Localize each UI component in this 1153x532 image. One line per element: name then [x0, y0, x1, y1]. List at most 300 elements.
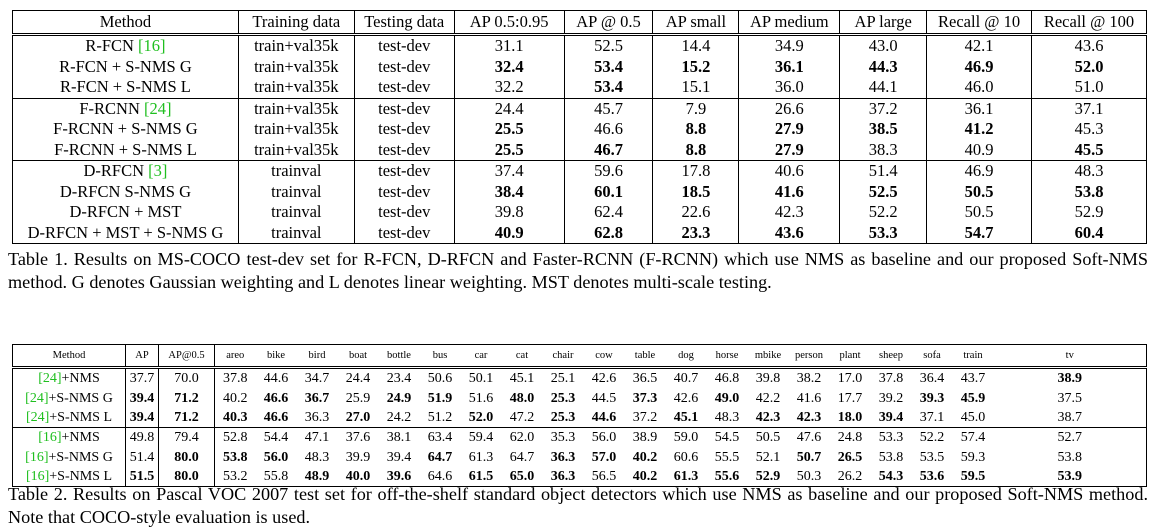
metric-value: 52.1 [755, 449, 781, 465]
metric-value: 40.2 [632, 469, 658, 485]
column-header: train [953, 345, 994, 368]
column-header: Method [13, 11, 239, 35]
metric-value: 52.8 [223, 430, 248, 446]
metric-cell [840, 98, 927, 119]
metric-cell [871, 448, 912, 467]
metric-value: 53.8 [1057, 449, 1082, 465]
method-name: R-FCN + S-NMS L [60, 77, 191, 97]
metric-cell [543, 368, 584, 389]
metric-value: 40.9 [494, 222, 524, 242]
metric-value: 25.9 [345, 390, 371, 406]
metric-value: 36.3 [550, 469, 576, 485]
metric-value: 60.1 [594, 181, 623, 201]
column-header: AP@0.5 [159, 345, 215, 368]
metric-cell [840, 57, 927, 78]
metric-value: 61.3 [673, 469, 699, 485]
metric-cell [502, 408, 543, 428]
metric-cell [748, 368, 789, 389]
column-header: table [625, 345, 666, 368]
metric-cell [653, 57, 739, 78]
metric-value: 42.3 [774, 202, 804, 222]
metric-cell [297, 428, 338, 448]
metric-cell [215, 428, 256, 448]
metric-cell [502, 388, 543, 407]
metric-value: 22.6 [681, 202, 711, 222]
metric-value: 53.4 [594, 56, 623, 76]
metric-value: 40.0 [345, 469, 371, 485]
metric-value: 39.4 [129, 409, 155, 425]
metric-value: 52.0 [1074, 56, 1104, 76]
method-cell [13, 202, 239, 223]
metric-cell [625, 448, 666, 467]
metric-value: 47.6 [796, 430, 822, 446]
metric-cell [1032, 140, 1147, 161]
column-header: Training data [238, 11, 354, 35]
metric-value: 70.0 [174, 371, 199, 387]
metric-value: 18.5 [681, 181, 711, 201]
metric-cell [1032, 57, 1147, 78]
method-cell [13, 388, 126, 407]
metric-value: 46.6 [594, 119, 623, 139]
metric-value: 48.3 [714, 409, 740, 425]
metric-value: 60.4 [1074, 222, 1104, 242]
testing-data-cell: test-dev [354, 202, 454, 223]
metric-cell [454, 182, 564, 203]
metric-value: 62.4 [594, 202, 623, 222]
citation-link[interactable]: [24] [25, 390, 49, 406]
testing-data-cell: test-dev [354, 119, 454, 140]
column-header: chair [543, 345, 584, 368]
column-header: AP 0.5:0.95 [454, 11, 564, 35]
metric-value: 39.8 [755, 371, 781, 387]
column-header: plant [830, 345, 871, 368]
metric-cell [739, 202, 840, 223]
metric-cell [159, 448, 215, 467]
method-name: +S-NMS L [49, 409, 113, 425]
metric-value: 50.6 [427, 371, 453, 387]
metric-value: 15.1 [681, 77, 711, 97]
metric-value: 37.6 [345, 430, 371, 446]
metric-cell [256, 428, 297, 448]
metric-value: 36.1 [774, 56, 804, 76]
citation-link[interactable]: [24] [144, 98, 172, 118]
metric-cell [420, 408, 461, 428]
metric-cell [666, 408, 707, 428]
method-cell [13, 182, 239, 203]
metric-cell [454, 35, 564, 57]
metric-cell [584, 368, 625, 389]
metric-value: 80.0 [174, 449, 199, 465]
metric-cell [564, 223, 653, 244]
citation-link[interactable]: [24] [38, 371, 62, 387]
training-data-cell: train+val35k [238, 98, 354, 119]
column-header: person [789, 345, 830, 368]
metric-value: 50.5 [964, 181, 994, 201]
metric-value: 38.2 [796, 371, 822, 387]
metric-cell [927, 119, 1032, 140]
metric-value: 37.8 [878, 371, 904, 387]
metric-value: 39.6 [386, 469, 412, 485]
metric-value: 49.0 [714, 390, 740, 406]
metric-cell [739, 119, 840, 140]
method-name: D-RFCN S-NMS G [59, 181, 191, 201]
metric-cell [1032, 77, 1147, 98]
metric-cell [1032, 182, 1147, 203]
metric-value: 48.3 [304, 449, 330, 465]
column-header: bird [297, 345, 338, 368]
metric-value: 39.4 [129, 390, 155, 406]
metric-value: 34.7 [304, 371, 330, 387]
metric-value: 64.6 [427, 469, 453, 485]
metric-cell [564, 57, 653, 78]
method-cell [13, 223, 239, 244]
metric-cell [653, 161, 739, 182]
metric-cell [653, 77, 739, 98]
metric-value: 26.5 [837, 449, 863, 465]
metric-value: 43.6 [1074, 36, 1104, 56]
metric-value: 48.3 [1074, 161, 1104, 181]
metric-cell [461, 408, 502, 428]
metric-value: 39.2 [878, 390, 904, 406]
method-name: +NMS [61, 371, 100, 387]
method-name: R-FCN + S-NMS G [59, 56, 192, 76]
metric-cell [789, 388, 830, 407]
metric-value: 46.9 [964, 56, 994, 76]
metric-value: 46.8 [714, 371, 740, 387]
metric-value: 54.5 [714, 430, 740, 446]
metric-value: 53.3 [868, 222, 898, 242]
table-row [13, 202, 1147, 223]
training-data-cell: train+val35k [238, 77, 354, 98]
method-cell [13, 98, 239, 119]
metric-value: 62.8 [594, 222, 623, 242]
metric-cell [871, 368, 912, 389]
metric-value: 52.7 [1057, 430, 1082, 446]
column-header: AP @ 0.5 [564, 11, 653, 35]
testing-data-cell: test-dev [354, 223, 454, 244]
metric-value: 40.6 [774, 161, 804, 181]
training-data-cell: train+val35k [238, 140, 354, 161]
metric-value: 40.2 [223, 390, 248, 406]
metric-value: 49.8 [129, 430, 155, 446]
metric-cell [126, 368, 159, 389]
metric-cell [707, 408, 748, 428]
citation-link[interactable]: [16] [138, 36, 166, 56]
metric-cell [653, 140, 739, 161]
metric-value: 38.9 [632, 430, 658, 446]
table-row [13, 428, 1147, 448]
metric-value: 39.9 [345, 449, 371, 465]
metric-cell [666, 388, 707, 407]
table-row [13, 77, 1147, 98]
metric-cell [789, 408, 830, 428]
column-header: sofa [912, 345, 953, 368]
method-name: D-RFCN + MST + S-NMS G [27, 222, 224, 242]
metric-value: 41.6 [796, 390, 822, 406]
metric-cell [297, 388, 338, 407]
metric-value: 37.2 [632, 409, 658, 425]
metric-value: 59.5 [960, 469, 986, 485]
method-name: +S-NMS L [49, 469, 113, 485]
metric-cell [625, 408, 666, 428]
results-table-voc [12, 344, 1147, 487]
metric-cell [461, 368, 502, 389]
metric-value: 71.2 [174, 390, 199, 406]
metric-value: 27.0 [345, 409, 371, 425]
metric-value: 24.8 [837, 430, 863, 446]
metric-value: 48.9 [304, 469, 330, 485]
method-cell [13, 161, 239, 182]
metric-cell [840, 140, 927, 161]
metric-cell [215, 388, 256, 407]
citation-link[interactable]: [16] [25, 469, 50, 485]
column-header: bottle [379, 345, 420, 368]
metric-value: 51.4 [129, 449, 155, 465]
method-cell [13, 119, 239, 140]
metric-value: 37.5 [1057, 390, 1082, 406]
metric-cell [789, 368, 830, 389]
metric-cell [379, 368, 420, 389]
metric-cell [953, 388, 994, 407]
metric-cell [927, 77, 1032, 98]
metric-cell [502, 428, 543, 448]
metric-value: 25.3 [550, 390, 576, 406]
metric-cell [830, 448, 871, 467]
metric-cell [739, 182, 840, 203]
metric-cell [789, 428, 830, 448]
metric-value: 24.4 [345, 371, 371, 387]
metric-cell [912, 428, 953, 448]
metric-cell [159, 368, 215, 389]
metric-cell [927, 35, 1032, 57]
metric-cell [994, 388, 1147, 407]
metric-cell [297, 368, 338, 389]
citation-link[interactable]: [16] [38, 430, 62, 446]
metric-value: 51.0 [1074, 77, 1104, 97]
metric-cell [338, 368, 379, 389]
header-row [13, 345, 1147, 368]
metric-value: 51.4 [868, 161, 898, 181]
metric-cell [502, 448, 543, 467]
citation-link[interactable]: [24] [25, 409, 50, 425]
metric-cell [748, 448, 789, 467]
header-row [13, 11, 1147, 35]
metric-cell [564, 140, 653, 161]
table-row [13, 182, 1147, 203]
column-header: Recall @ 10 [927, 11, 1032, 35]
method-cell [13, 408, 126, 428]
metric-value: 62.0 [509, 430, 535, 446]
metric-cell [126, 428, 159, 448]
metric-cell [994, 408, 1147, 428]
metric-cell [543, 428, 584, 448]
metric-value: 15.2 [681, 56, 711, 76]
metric-value: 53.8 [1074, 181, 1104, 201]
table1-caption: Table 1. Results on MS-COCO test-dev set for R-FCN, D-RFCN and Faster-RCNN (F-RCNN) which use NMS as baseline and our proposed Soft-NMS method. G denotes Gaussian weighting and L denotes linear weighting. MST denotes multi-scale testing. [8, 249, 1148, 292]
metric-value: 53.3 [878, 430, 904, 446]
method-name: F-RCNN [79, 98, 144, 118]
metric-value: 42.3 [796, 409, 822, 425]
metric-value: 57.4 [960, 430, 986, 446]
method-name: +S-NMS G [48, 449, 113, 465]
metric-value: 80.0 [174, 469, 199, 485]
metric-value: 53.8 [223, 449, 248, 465]
metric-cell [338, 388, 379, 407]
metric-cell [502, 368, 543, 389]
metric-cell [625, 368, 666, 389]
metric-cell [564, 182, 653, 203]
metric-value: 40.7 [673, 371, 699, 387]
metric-value: 38.5 [868, 119, 898, 139]
metric-value: 79.4 [174, 430, 199, 446]
metric-cell [912, 368, 953, 389]
metric-cell [454, 161, 564, 182]
metric-value: 46.6 [263, 390, 289, 406]
metric-cell [420, 428, 461, 448]
method-cell [13, 77, 239, 98]
metric-cell [379, 428, 420, 448]
citation-link[interactable]: [16] [25, 449, 49, 465]
table-row [13, 448, 1147, 467]
metric-value: 27.9 [774, 119, 804, 139]
metric-cell [840, 182, 927, 203]
metric-cell [461, 428, 502, 448]
metric-cell [543, 388, 584, 407]
method-cell [13, 368, 126, 389]
column-header: cow [584, 345, 625, 368]
metric-value: 45.0 [960, 409, 986, 425]
metric-value: 59.0 [673, 430, 699, 446]
table-row [13, 408, 1147, 428]
metric-value: 45.3 [1074, 119, 1104, 139]
metric-value: 36.4 [919, 371, 945, 387]
metric-cell [256, 388, 297, 407]
metric-value: 46.0 [964, 77, 994, 97]
metric-value: 36.7 [304, 390, 330, 406]
metric-cell [994, 448, 1147, 467]
metric-cell [739, 140, 840, 161]
metric-value: 23.4 [386, 371, 412, 387]
metric-value: 51.2 [427, 409, 453, 425]
metric-cell [912, 408, 953, 428]
metric-cell [840, 202, 927, 223]
metric-cell [666, 428, 707, 448]
testing-data-cell: test-dev [354, 35, 454, 57]
metric-cell [1032, 202, 1147, 223]
metric-cell [564, 202, 653, 223]
metric-cell [927, 161, 1032, 182]
metric-value: 17.7 [837, 390, 863, 406]
column-header: tv [994, 345, 1147, 368]
metric-cell [953, 408, 994, 428]
column-header: dog [666, 345, 707, 368]
metric-cell [830, 368, 871, 389]
metric-cell [379, 388, 420, 407]
metric-value: 46.9 [964, 161, 994, 181]
testing-data-cell: test-dev [354, 57, 454, 78]
metric-cell [739, 161, 840, 182]
metric-value: 42.3 [755, 409, 781, 425]
metric-value: 48.0 [509, 390, 535, 406]
metric-cell [420, 368, 461, 389]
metric-cell [953, 448, 994, 467]
metric-value: 17.0 [837, 371, 863, 387]
metric-value: 40.9 [964, 139, 994, 159]
citation-link[interactable]: [3] [148, 161, 168, 181]
metric-cell [830, 408, 871, 428]
metric-cell [461, 388, 502, 407]
metric-cell [159, 388, 215, 407]
column-header: mbike [748, 345, 789, 368]
metric-cell [953, 428, 994, 448]
metric-cell [707, 448, 748, 467]
metric-cell [653, 98, 739, 119]
metric-cell [454, 119, 564, 140]
metric-value: 64.7 [427, 449, 453, 465]
metric-value: 37.1 [919, 409, 945, 425]
metric-cell [126, 388, 159, 407]
metric-value: 17.8 [681, 161, 711, 181]
metric-cell [159, 428, 215, 448]
metric-cell [584, 448, 625, 467]
metric-value: 25.5 [494, 119, 524, 139]
metric-cell [564, 35, 653, 57]
metric-value: 71.2 [174, 409, 199, 425]
metric-value: 44.3 [868, 56, 898, 76]
metric-value: 43.6 [774, 222, 804, 242]
metric-value: 24.2 [386, 409, 412, 425]
metric-value: 41.6 [774, 181, 804, 201]
metric-cell [789, 448, 830, 467]
metric-cell [379, 408, 420, 428]
metric-value: 38.7 [1057, 409, 1082, 425]
metric-value: 46.6 [263, 409, 289, 425]
metric-value: 59.3 [960, 449, 986, 465]
method-cell [13, 35, 239, 57]
metric-cell [739, 35, 840, 57]
metric-value: 38.4 [494, 181, 524, 201]
metric-value: 36.1 [964, 98, 994, 118]
metric-value: 44.6 [263, 371, 289, 387]
metric-value: 26.2 [837, 469, 863, 485]
metric-cell [564, 98, 653, 119]
metric-value: 45.5 [1074, 139, 1104, 159]
metric-value: 50.7 [796, 449, 822, 465]
column-header: AP large [840, 11, 927, 35]
metric-cell [840, 77, 927, 98]
metric-value: 39.4 [878, 409, 904, 425]
metric-cell [707, 428, 748, 448]
metric-value: 32.2 [494, 77, 524, 97]
metric-value: 55.6 [714, 469, 740, 485]
testing-data-cell: test-dev [354, 161, 454, 182]
metric-cell [666, 368, 707, 389]
metric-value: 37.1 [1074, 98, 1104, 118]
metric-cell [454, 57, 564, 78]
metric-value: 32.4 [494, 56, 524, 76]
metric-cell [748, 408, 789, 428]
testing-data-cell: test-dev [354, 98, 454, 119]
metric-value: 50.3 [796, 469, 822, 485]
metric-cell [625, 388, 666, 407]
training-data-cell: train+val35k [238, 119, 354, 140]
metric-cell [927, 223, 1032, 244]
testing-data-cell: test-dev [354, 140, 454, 161]
metric-cell [830, 428, 871, 448]
metric-cell [543, 448, 584, 467]
metric-cell [840, 119, 927, 140]
metric-value: 45.7 [594, 98, 623, 118]
